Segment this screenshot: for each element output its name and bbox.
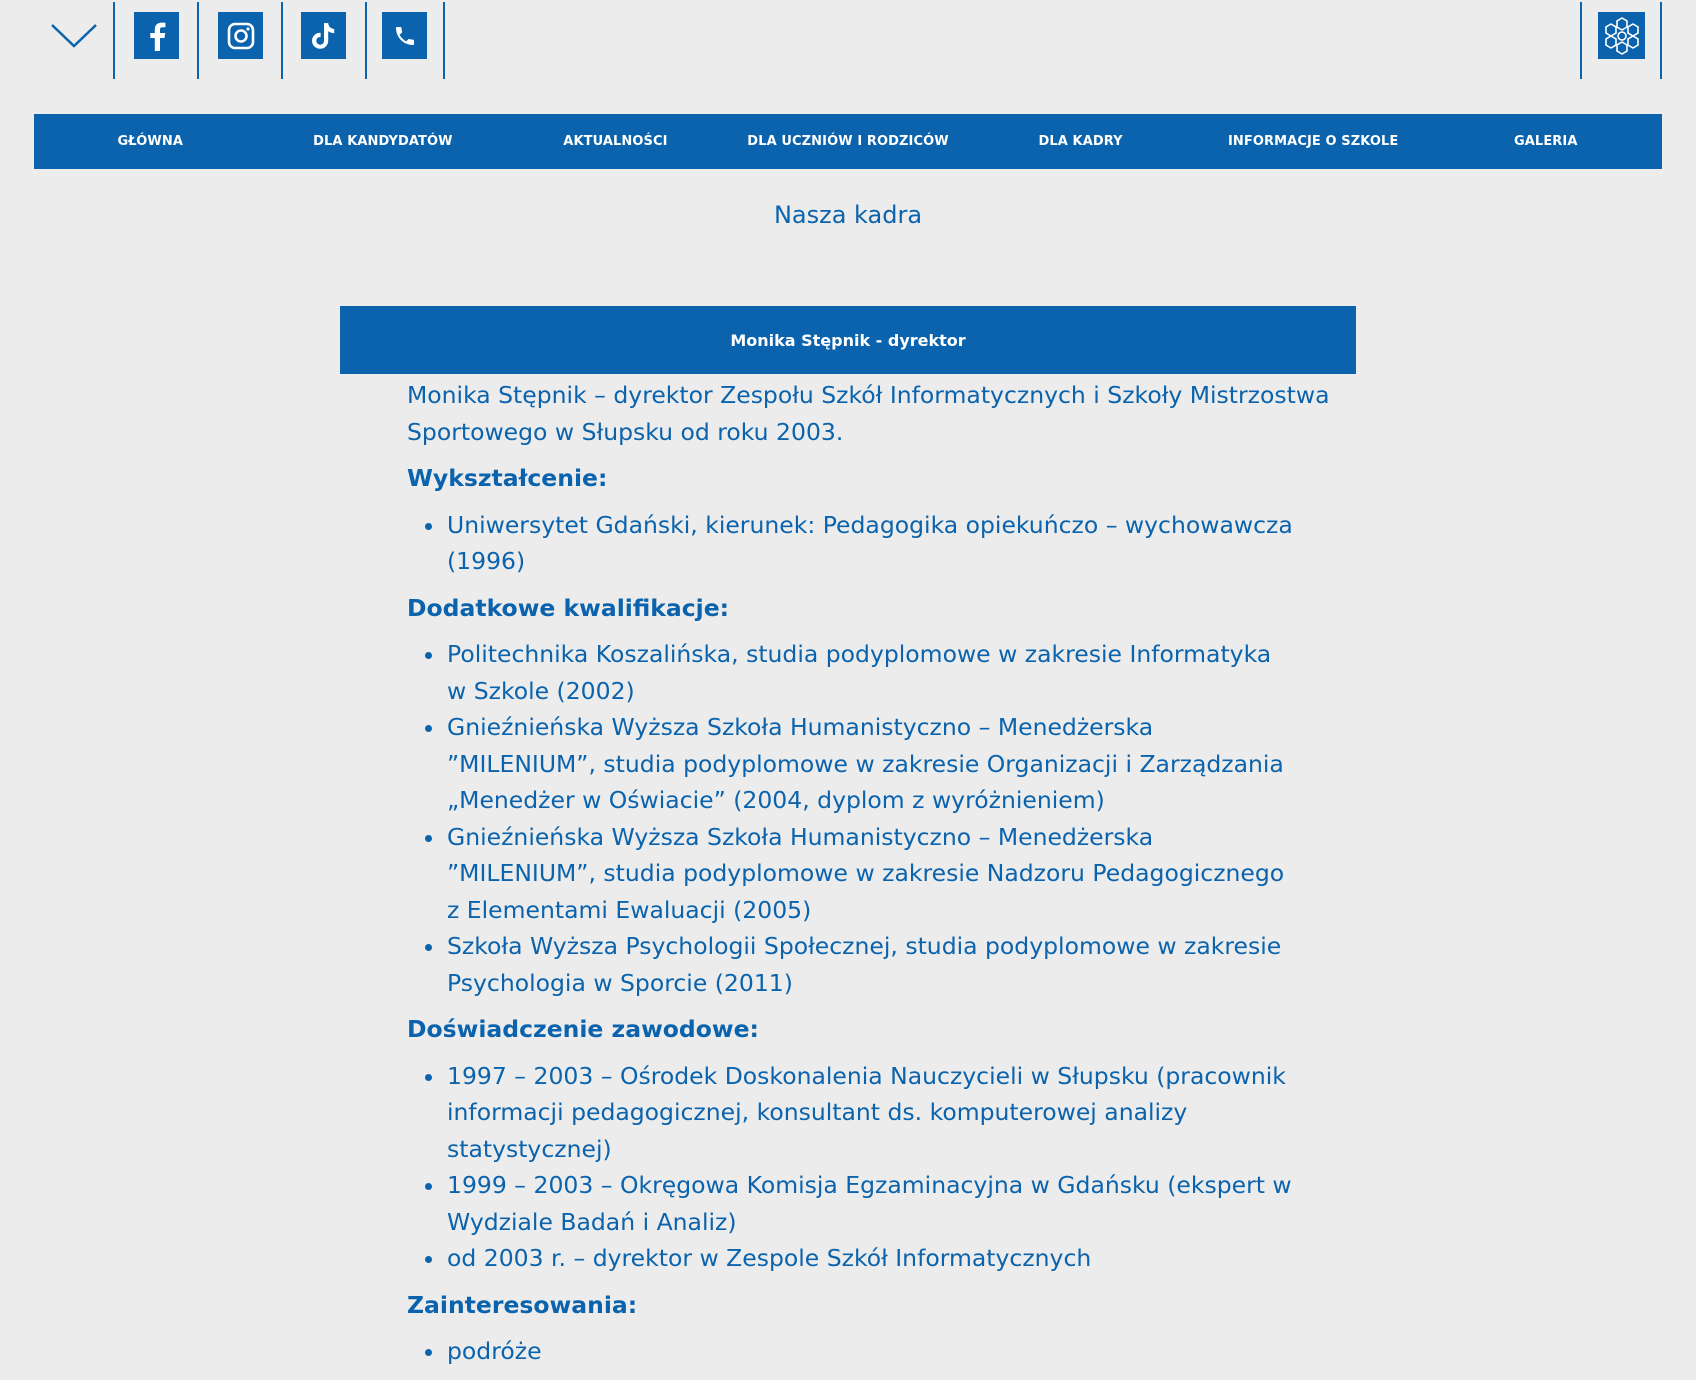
interests-list — [407, 1333, 1347, 1370]
divider — [1660, 2, 1662, 79]
divider — [113, 2, 115, 79]
section-heading-qualifications: Dodatkowe kwalifikacje: — [407, 593, 730, 622]
accordion-header[interactable]: Monika Stępnik - dyrektor — [340, 306, 1356, 374]
divider — [281, 2, 283, 79]
nav-item-glowna[interactable]: GŁÓWNA — [117, 134, 184, 149]
facebook-icon[interactable] — [134, 12, 179, 59]
accordion-content — [407, 377, 1347, 1380]
divider — [365, 2, 367, 79]
phone-icon[interactable] — [382, 12, 427, 59]
page-title: Nasza kadra — [773, 201, 923, 229]
school-logo-icon[interactable] — [1598, 12, 1645, 59]
experience-list — [407, 1058, 1347, 1277]
nav-item-dla-kadry[interactable]: DLA KADRY — [1038, 134, 1123, 149]
nav-item-informacje-o-szkole[interactable]: INFORMACJE O SZKOLE — [1227, 134, 1399, 149]
tiktok-icon[interactable] — [301, 12, 346, 59]
intro-text: Monika Stępnik – dyrektor Zespołu Szkół Informatycznych i Szkoły Mistrzostwa Sportowego w Słupsku od roku 2003. — [407, 381, 1330, 446]
list-item: Szkoła Wyższa Psychologii Społecznej, studia podyplomowe w zakresie Psychologia w Sporcie (2011) — [447, 928, 1297, 1001]
divider — [443, 2, 445, 79]
divider — [197, 2, 199, 79]
nav-item-galeria[interactable]: GALERIA — [1514, 134, 1578, 149]
nav-item-aktualnosci[interactable]: AKTUALNOŚCI — [563, 134, 668, 149]
list-item: 1999 – 2003 – Okręgowa Komisja Egzaminacyjna w Gdańsku (ekspert w Wydziale Badań i Analiz) — [447, 1167, 1297, 1240]
list-item: Uniwersytet Gdański, kierunek: Pedagogika opiekuńczo – wychowawcza (1996) — [447, 507, 1347, 580]
main-nav — [34, 114, 1662, 169]
nav-item-dla-kandydatow[interactable]: DLA KANDYDATÓW — [313, 134, 453, 149]
list-item: od 2003 r. – dyrektor w Zespole Szkół Informatycznych — [447, 1240, 1347, 1277]
list-item: Politechnika Koszalińska, studia podyplomowe w zakresie Informatyka w Szkole (2002) — [447, 636, 1297, 709]
section-heading-experience: Doświadczenie zawodowe: — [407, 1015, 759, 1043]
section-heading-education: Wykształcenie: — [407, 464, 608, 492]
education-list — [407, 507, 1347, 580]
chevron-down-icon[interactable] — [50, 18, 98, 52]
list-item: 1997 – 2003 – Ośrodek Doskonalenia Nauczycieli w Słupsku (pracownik informacji pedagogicznej, konsultant ds. komputerowej analizy statystycznej) — [447, 1058, 1347, 1168]
instagram-icon[interactable] — [218, 12, 263, 59]
list-item: Gnieźnieńska Wyższa Szkoła Humanistyczno – Menedżerska ”MILENIUM”, studia podyplomowe w zakresie Organizacji i Zarządzania „Menedżer w Oświacie” (2004, dyplom z wyróżnieniem) — [447, 709, 1297, 819]
top-bar — [0, 0, 1696, 80]
list-item: podróże — [447, 1333, 1347, 1370]
divider — [1580, 2, 1582, 79]
section-heading-interests: Zainteresowania: — [407, 1290, 638, 1319]
qualifications-list — [407, 636, 1347, 1001]
nav-item-dla-uczniow-i-rodzicow[interactable]: DLA UCZNIÓW I RODZICÓW — [747, 134, 949, 149]
list-item: Gnieźnieńska Wyższa Szkoła Humanistyczno – Menedżerska ”MILENIUM”, studia podyplomowe w zakresie Nadzoru Pedagogicznego z Elementami Ewaluacji (2005) — [447, 819, 1297, 929]
